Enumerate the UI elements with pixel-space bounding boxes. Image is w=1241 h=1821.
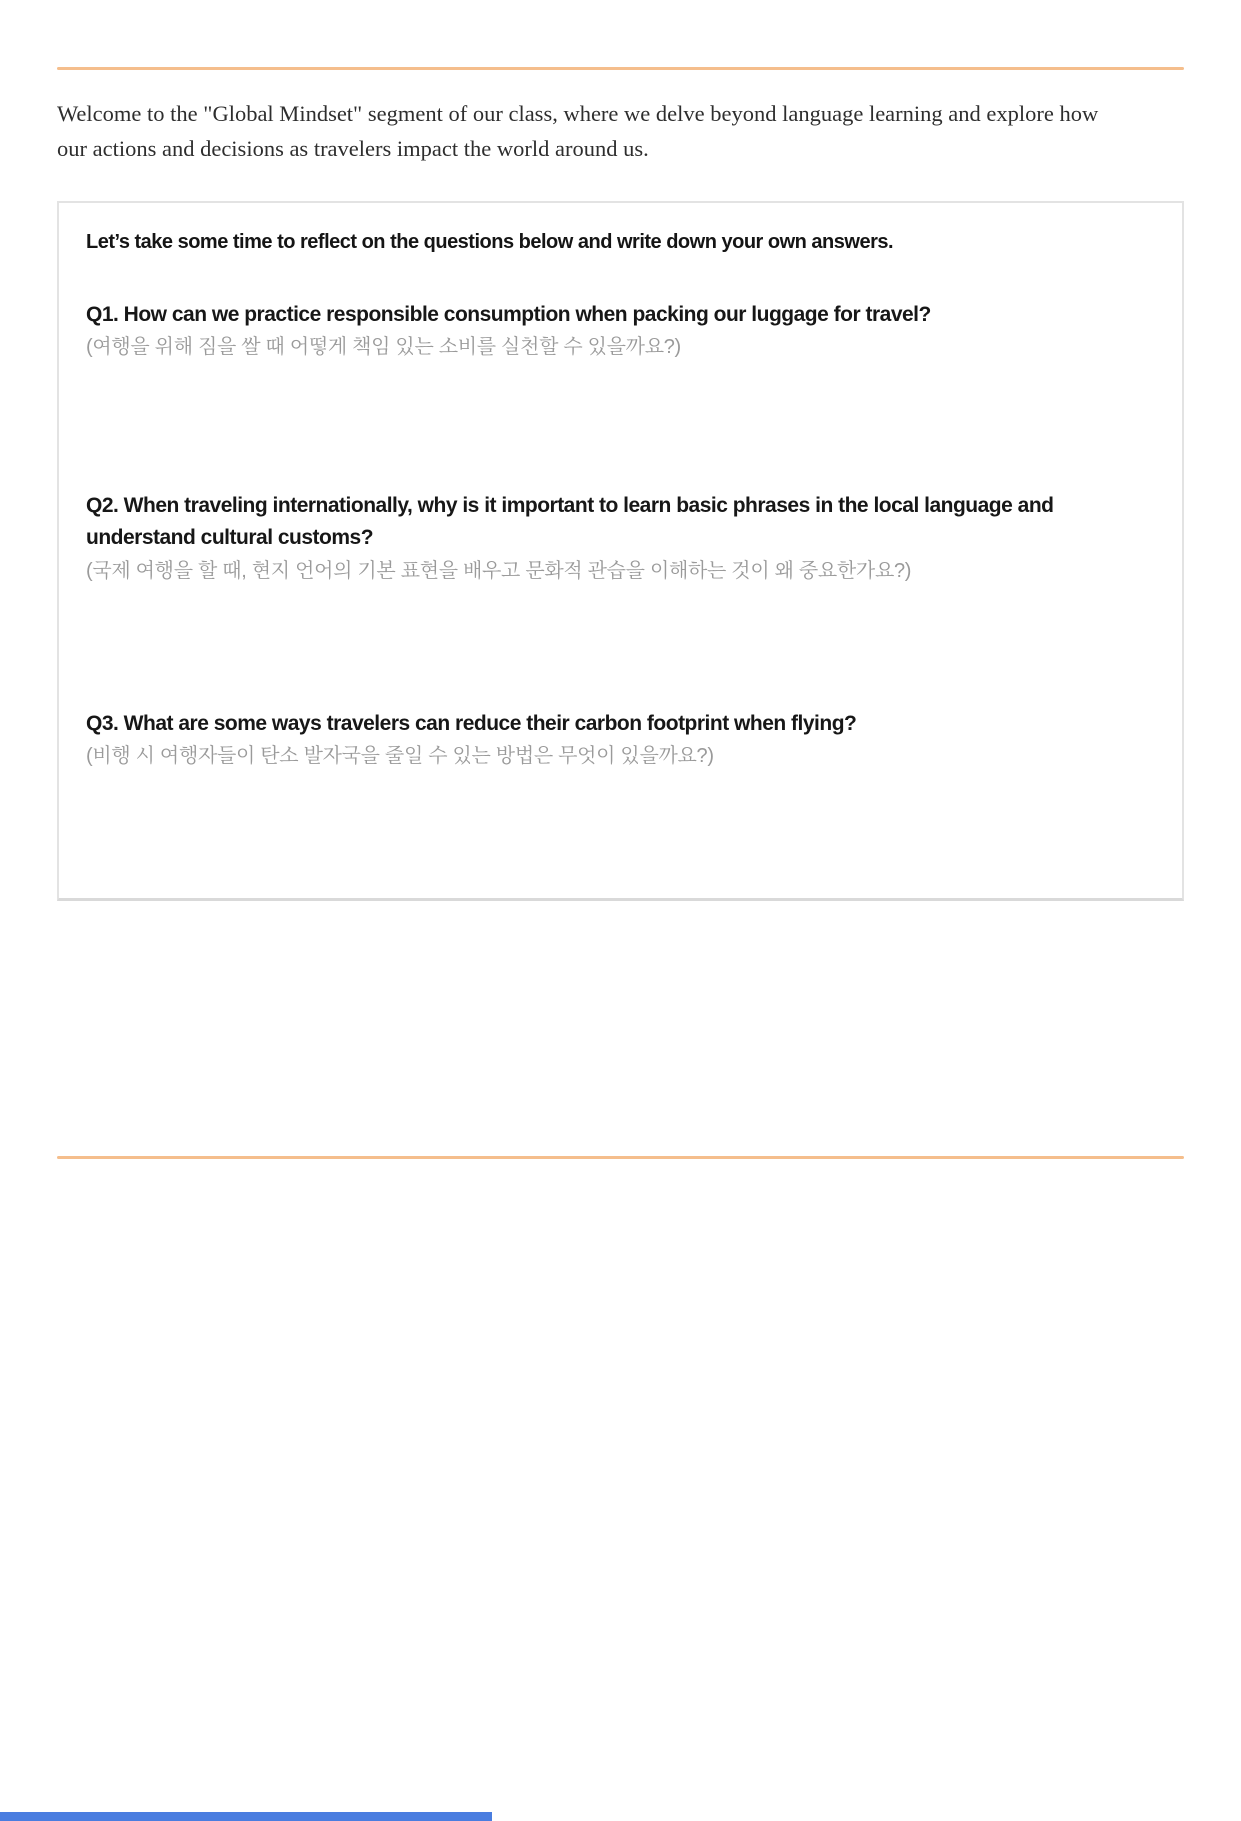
bottom-progress-bar bbox=[0, 1812, 492, 1821]
question-block-q1 bbox=[86, 299, 1155, 364]
worksheet-box bbox=[57, 201, 1184, 901]
question-translation-q2: (국제 여행을 할 때, 현지 언어의 기본 표현을 배우고 문화적 관습을 이해하는 것이 왜 중요한가요?) bbox=[86, 559, 912, 582]
question-block-q2 bbox=[86, 490, 1155, 588]
question-translation-q3: (비행 시 여행자들이 탄소 발자국을 줄일 수 있는 방법은 무엇이 있을까요?) bbox=[86, 745, 714, 768]
page-content bbox=[57, 67, 1184, 1159]
answer-space-q2 bbox=[86, 588, 1155, 708]
question-translation-q1: (여행을 위해 짐을 쌀 때 어떻게 책임 있는 소비를 실천할 수 있을까요?) bbox=[86, 336, 681, 359]
answer-space-q1 bbox=[86, 364, 1155, 490]
answer-space-q3 bbox=[86, 773, 1155, 897]
question-title-q3: Q3. What are some ways travelers can reduce their carbon footprint when flying? bbox=[86, 711, 857, 735]
worksheet-instruction: Let’s take some time to reflect on the questions below and write down your own answers. bbox=[86, 230, 894, 253]
question-title-q1: Q1. How can we practice responsible consumption when packing our luggage for travel? bbox=[86, 302, 931, 326]
bottom-divider bbox=[57, 1156, 1184, 1159]
question-block-q3 bbox=[86, 708, 1155, 773]
top-divider bbox=[57, 67, 1184, 70]
intro-paragraph: Welcome to the "Global Mindset" segment of our class, where we delve beyond language learning and explore how our actions and decisions as travelers impact the world around us. bbox=[57, 101, 1099, 161]
question-title-q2: Q2. When traveling internationally, why is it important to learn basic phrases in the local language and understand cultural customs? bbox=[86, 493, 1054, 550]
